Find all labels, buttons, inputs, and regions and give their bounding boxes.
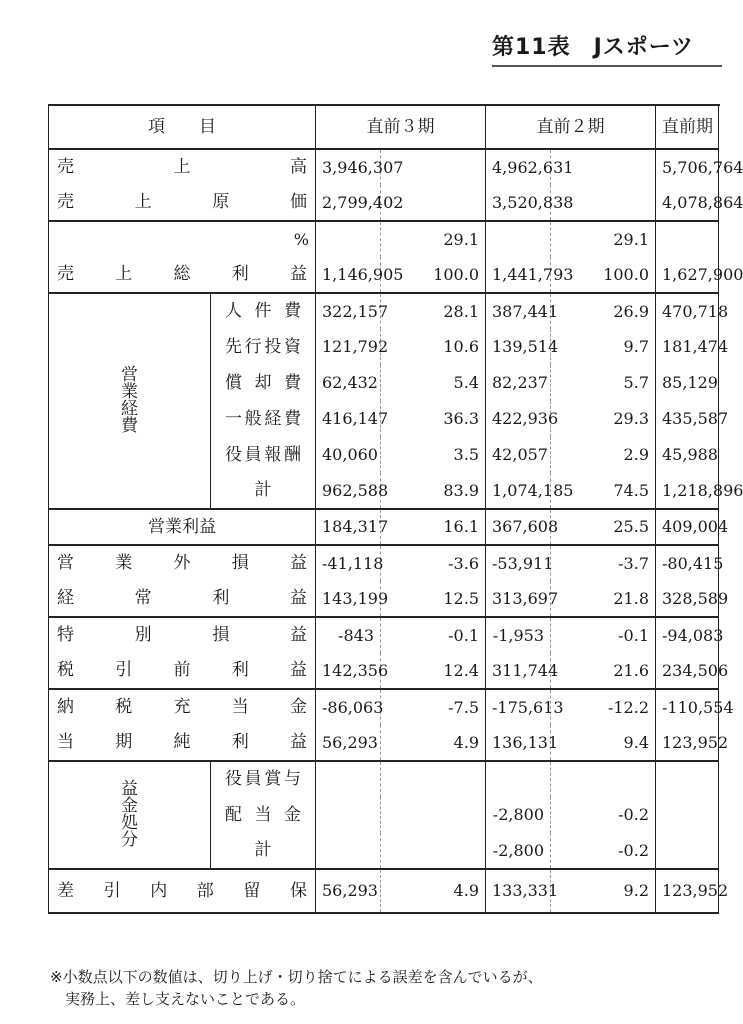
row-label-char: 経	[264, 408, 282, 429]
row-label-cell	[49, 581, 316, 617]
footnote-line-1: ※小数点以下の数値は、切り上げ・切り捨てによる誤差を含んでいるが、	[50, 968, 543, 986]
percent-cell: 5.7	[551, 365, 656, 401]
header-item: 項 目	[49, 105, 316, 149]
row-label-char: 利	[231, 660, 249, 680]
row-label-cell	[49, 221, 316, 257]
row-label	[217, 303, 309, 320]
row-label-char: 益	[290, 660, 307, 680]
group-label-char: 金	[121, 796, 138, 816]
amount-cell	[486, 761, 551, 797]
percent-cell: 9.7	[551, 329, 656, 365]
percent-cell: 21.8	[551, 581, 656, 617]
row-label-char: 当	[231, 697, 249, 717]
row-label-cell	[211, 365, 316, 401]
amount-cell: 1,218,896	[656, 473, 719, 509]
amount-cell: 322,157	[316, 293, 381, 329]
amount-cell	[316, 797, 381, 833]
amount-cell: -175,613	[486, 689, 551, 725]
amount-cell: 142,356	[316, 653, 381, 689]
row-label-char: 益	[290, 732, 307, 752]
row-label: 営業利益	[148, 516, 216, 537]
row-label-char: 外	[173, 553, 191, 573]
row-label-char: 当	[254, 804, 272, 825]
row-label: 計	[254, 840, 272, 860]
amount-cell	[656, 833, 719, 869]
percent-cell: -0.2	[551, 797, 656, 833]
row-label-cell	[211, 797, 316, 833]
amount-cell: 3,520,838	[486, 185, 551, 221]
amount-cell	[316, 221, 381, 257]
percent-cell: 100.0	[551, 257, 656, 293]
amount-cell: 82,237	[486, 365, 551, 401]
row-label-cell	[211, 401, 316, 437]
amount-cell: 1,441,793	[486, 257, 551, 293]
percent-cell: 12.4	[381, 653, 486, 689]
row-label-char: 価	[289, 192, 307, 212]
financial-table	[48, 104, 743, 914]
row-label-char: 行	[244, 336, 262, 357]
row-label-char: 別	[134, 625, 152, 645]
row-label	[55, 880, 309, 901]
row-label-char: 原	[212, 192, 230, 212]
amount-cell: 139,514	[486, 329, 551, 365]
percent-cell: 4.9	[381, 869, 486, 913]
amount-cell: 311,744	[486, 653, 551, 689]
table-row	[49, 653, 719, 689]
header-period: 直前３期	[316, 105, 486, 149]
amount-cell: 4,962,631	[486, 149, 551, 185]
percent-cell	[381, 761, 486, 797]
percent-cell: 16.1	[381, 509, 486, 545]
amount-cell: -2,800	[486, 833, 551, 869]
row-label	[217, 372, 309, 393]
row-label-char: 員	[244, 444, 262, 465]
row-label	[217, 444, 309, 465]
percent-cell: -3.6	[381, 545, 486, 581]
amount-cell: 409,004	[656, 509, 719, 545]
amount-cell: 1,146,905	[316, 257, 381, 293]
amount-cell: 470,718	[656, 293, 719, 329]
row-label-char: 損	[231, 553, 249, 573]
amount-cell: 85,129	[656, 365, 719, 401]
row-label-char: 却	[254, 372, 272, 393]
amount-cell: -86,063	[316, 689, 381, 725]
row-label-char: 営	[57, 553, 74, 573]
header-row	[49, 105, 719, 149]
amount-cell: 45,988	[656, 437, 719, 473]
percent-cell: -0.1	[551, 617, 656, 653]
amount-cell: -1,953	[486, 617, 551, 653]
percent-cell: -12.2	[551, 689, 656, 725]
table-row	[49, 869, 719, 913]
row-label-cell	[49, 725, 316, 761]
row-label-cell	[211, 293, 316, 329]
amount-cell: 123,952	[656, 869, 719, 913]
percent-cell: -0.2	[551, 833, 656, 869]
table-row	[49, 293, 719, 329]
row-label-char: 経	[57, 588, 74, 608]
amount-cell: 42,057	[486, 437, 551, 473]
row-label-cell	[211, 833, 316, 869]
row-label: 計	[254, 480, 272, 500]
row-label-char: 益	[289, 588, 307, 608]
row-label-char: 酬	[283, 444, 301, 465]
percent-cell	[551, 761, 656, 797]
row-label-char: 部	[196, 880, 214, 901]
amount-cell: 328,589	[656, 581, 719, 617]
row-label-char: 報	[264, 444, 282, 465]
amount-cell: -94,083	[656, 617, 719, 653]
percent-cell: -0.1	[381, 617, 486, 653]
table-row	[49, 149, 719, 185]
table-row	[49, 617, 719, 653]
row-label-char: 前	[173, 660, 191, 680]
row-label-char: 高	[290, 157, 307, 177]
row-label-cell	[49, 653, 316, 689]
amount-cell: 3,946,307	[316, 149, 381, 185]
row-label-char: 期	[115, 732, 133, 752]
row-label-char: 員	[244, 769, 262, 789]
percent-cell: 26.9	[551, 293, 656, 329]
row-label-char: 件	[254, 301, 272, 321]
row-label	[217, 771, 309, 788]
footnote	[50, 966, 730, 1010]
table-row	[49, 761, 719, 797]
row-label-char: 与	[283, 769, 301, 789]
amount-cell: 2,799,402	[316, 185, 381, 221]
row-label-char: 利	[231, 264, 249, 284]
percent-cell: 29.1	[381, 221, 486, 257]
group-label-char: 費	[121, 416, 138, 436]
amount-cell: -110,554	[656, 689, 719, 725]
amount-cell: 121,792	[316, 329, 381, 365]
row-label-char: 利	[231, 732, 249, 752]
group-label-char: 経	[121, 399, 138, 419]
percent-cell: 29.1	[551, 221, 656, 257]
row-label-char: 売	[57, 157, 74, 177]
row-label-char: 益	[290, 264, 307, 284]
amount-cell: 367,608	[486, 509, 551, 545]
amount-cell: 136,131	[486, 725, 551, 761]
percent-cell: 9.4	[551, 725, 656, 761]
row-label-char: 引	[115, 660, 133, 680]
row-label-char: 業	[115, 553, 133, 573]
row-label-char: 一	[225, 408, 242, 429]
amount-cell	[486, 221, 551, 257]
row-label-char: 損	[212, 625, 230, 645]
percent-cell: 74.5	[551, 473, 656, 509]
row-label	[55, 266, 309, 283]
amount-cell: 435,587	[656, 401, 719, 437]
row-label	[55, 194, 309, 211]
percent-cell: 21.6	[551, 653, 656, 689]
row-label-char: 費	[284, 372, 301, 393]
amount-cell	[656, 761, 719, 797]
row-label-cell	[49, 149, 316, 185]
row-label-char: 内	[150, 880, 168, 901]
row-label	[55, 159, 309, 176]
amount-cell: 133,331	[486, 869, 551, 913]
amount-cell: 4,078,864	[656, 185, 719, 221]
row-label-char: 留	[243, 880, 261, 901]
row-label-char: 役	[225, 444, 242, 465]
percent-cell	[381, 833, 486, 869]
group-label-char: 処	[121, 813, 138, 833]
riekikin-shobun-group	[49, 761, 211, 869]
percent-cell: 5.4	[381, 365, 486, 401]
row-label-char: 配	[225, 804, 242, 825]
row-label-char: 納	[57, 697, 74, 717]
row-label-char: 保	[289, 880, 307, 901]
row-label-char: 総	[173, 264, 191, 284]
row-label-cell	[211, 473, 316, 509]
row-label-char: 先	[225, 336, 242, 357]
row-label-char: 税	[115, 697, 133, 717]
group-label-char: 営	[121, 365, 138, 385]
percent-cell: 2.9	[551, 437, 656, 473]
amount-cell: 56,293	[316, 725, 381, 761]
row-label-char: 資	[283, 336, 301, 357]
row-label	[55, 590, 309, 607]
amount-cell: 416,147	[316, 401, 381, 437]
percent-cell: 100.0	[381, 257, 486, 293]
amount-cell	[656, 221, 719, 257]
amount-cell: -53,911	[486, 545, 551, 581]
row-label-char: 償	[225, 372, 242, 393]
row-label-char: 益	[290, 553, 307, 573]
amount-cell: 962,588	[316, 473, 381, 509]
table-row	[49, 257, 719, 293]
row-label-char: 引	[103, 880, 121, 901]
row-label-char: 売	[57, 192, 74, 212]
row-label-cell	[211, 437, 316, 473]
group-label-char: 益	[121, 779, 138, 799]
row-label-char: 特	[57, 625, 74, 645]
row-label-cell	[49, 689, 316, 725]
row-label-char: 充	[173, 697, 191, 717]
group-label-char: 分	[121, 830, 138, 850]
row-label-char: 人	[225, 301, 242, 321]
header-period: 直前期	[656, 105, 719, 149]
percent-cell: 10.6	[381, 329, 486, 365]
percent-cell: 28.1	[381, 293, 486, 329]
row-label-cell	[49, 869, 316, 913]
row-label-char: 当	[57, 732, 74, 752]
row-label-char: 費	[284, 301, 301, 321]
percent-cell: 36.3	[381, 401, 486, 437]
row-label-char: 金	[284, 804, 301, 825]
amount-cell: 313,697	[486, 581, 551, 617]
row-label-char: 税	[57, 660, 74, 680]
row-label-cell	[211, 329, 316, 365]
table-row	[49, 581, 719, 617]
amount-cell: 184,317	[316, 509, 381, 545]
header-period: 直前２期	[486, 105, 656, 149]
amount-cell: 40,060	[316, 437, 381, 473]
table-title: 第11表 Jスポーツ	[492, 30, 722, 67]
row-label-cell	[49, 185, 316, 221]
percent-cell: -7.5	[381, 689, 486, 725]
amount-cell	[656, 797, 719, 833]
amount-cell: 123,952	[656, 725, 719, 761]
percent-cell: 3.5	[381, 437, 486, 473]
row-label-char: 費	[283, 408, 301, 429]
row-label	[55, 555, 309, 572]
row-label-char: 常	[134, 588, 152, 608]
row-label-cell	[211, 761, 316, 797]
percent-cell: 25.5	[551, 509, 656, 545]
row-label	[217, 408, 309, 429]
row-label	[55, 662, 309, 679]
table-row	[49, 689, 719, 725]
row-label	[55, 699, 309, 716]
amount-cell	[316, 761, 381, 797]
footnote-line-2: 実務上、差し支えないことである。	[50, 990, 306, 1008]
table-row	[49, 221, 719, 257]
amount-cell	[316, 833, 381, 869]
row-label-cell	[49, 257, 316, 293]
row-label-char: 売	[57, 264, 74, 284]
percent-cell: 12.5	[381, 581, 486, 617]
amount-cell: 1,074,185	[486, 473, 551, 509]
amount-cell: -80,415	[656, 545, 719, 581]
percent-cell: -3.7	[551, 545, 656, 581]
row-label-cell	[49, 509, 316, 545]
percent-cell	[381, 797, 486, 833]
amount-cell: 181,474	[656, 329, 719, 365]
group-label-char: 業	[121, 382, 138, 402]
amount-cell: 422,936	[486, 401, 551, 437]
row-label-char: 上	[115, 264, 133, 284]
row-label-char: 投	[264, 336, 282, 357]
percent-cell: 83.9	[381, 473, 486, 509]
row-label-char: 利	[212, 588, 230, 608]
row-label	[217, 804, 309, 825]
row-label	[217, 336, 309, 357]
row-label-char: 純	[173, 732, 191, 752]
row-label-char: 上	[134, 192, 152, 212]
amount-cell: -41,118	[316, 545, 381, 581]
table-row	[49, 725, 719, 761]
amount-cell: 143,199	[316, 581, 381, 617]
amount-cell: -2,800	[486, 797, 551, 833]
row-label	[55, 627, 309, 644]
row-label-char: 益	[289, 625, 307, 645]
table-row	[49, 509, 719, 545]
row-label-char: 賞	[264, 769, 282, 789]
amount-cell: 5,706,764	[656, 149, 719, 185]
row-label-cell	[49, 545, 316, 581]
amount-cell: 234,506	[656, 653, 719, 689]
percent-cell: 29.3	[551, 401, 656, 437]
row-label-char: 差	[57, 880, 74, 901]
row-label	[55, 734, 309, 751]
amount-cell: 62,432	[316, 365, 381, 401]
row-label-char: 金	[290, 697, 307, 717]
row-label-char: 般	[244, 408, 262, 429]
row-label-char: 上	[173, 157, 191, 177]
row-label-char: 役	[225, 769, 242, 789]
amount-cell: 387,441	[486, 293, 551, 329]
amount-cell: 1,627,900	[656, 257, 719, 293]
table-row	[49, 185, 719, 221]
table-row	[49, 545, 719, 581]
row-label-cell	[49, 617, 316, 653]
eigyo-keihi-group	[49, 293, 211, 509]
percent-cell: 4.9	[381, 725, 486, 761]
amount-cell: 56,293	[316, 869, 381, 913]
row-label: %	[293, 229, 309, 249]
percent-cell: 9.2	[551, 869, 656, 913]
amount-cell: -843	[316, 617, 381, 653]
